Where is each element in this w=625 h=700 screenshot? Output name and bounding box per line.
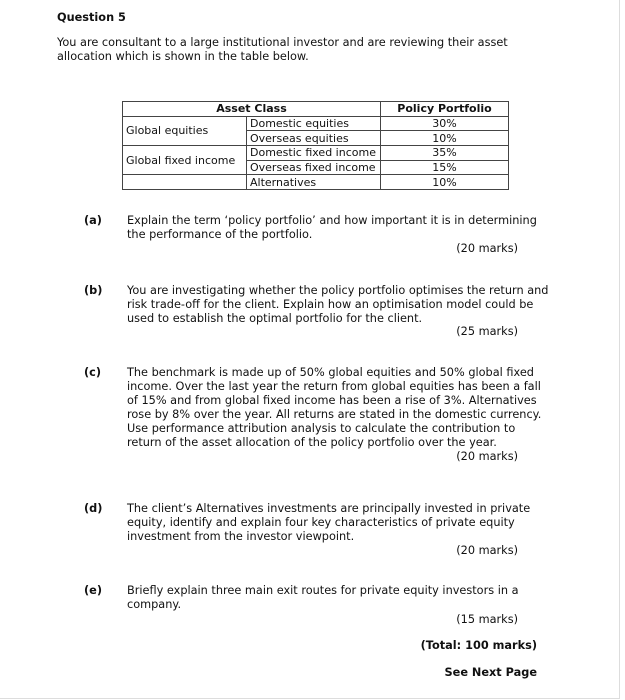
table-row bbox=[123, 175, 509, 190]
question-e-text bbox=[127, 584, 519, 612]
question-line: You are investigating whether the policy portfolio optimises the return and bbox=[127, 284, 549, 297]
asset-cell: Domestic equities bbox=[247, 116, 381, 131]
weight-cell: 35% bbox=[381, 146, 509, 161]
weight-cell: 30% bbox=[381, 116, 509, 131]
weight-cell: 15% bbox=[381, 160, 509, 175]
asset-cell: Alternatives bbox=[247, 175, 381, 190]
question-line: rose by 8% over the year. All returns are stated in the domestic currency. bbox=[127, 408, 542, 421]
question-e-marks: (15 marks) bbox=[456, 613, 518, 626]
asset-cell: Overseas fixed income bbox=[247, 160, 381, 175]
header-policy-portfolio: Policy Portfolio bbox=[381, 102, 509, 117]
question-e-label: (e) bbox=[84, 584, 102, 597]
question-line: Use performance attribution analysis to calculate the contribution to bbox=[127, 422, 516, 435]
question-d-marks: (20 marks) bbox=[456, 544, 518, 557]
question-b-marks: (25 marks) bbox=[456, 325, 518, 338]
question-c-label: (c) bbox=[84, 366, 102, 379]
asset-cell: Overseas equities bbox=[247, 131, 381, 146]
intro-line: allocation which is shown in the table below. bbox=[57, 50, 309, 63]
empty-cell bbox=[123, 175, 247, 190]
question-line: of 15% and from global fixed income has been a rise of 3%. Alternatives bbox=[127, 394, 537, 407]
question-title: Question 5 bbox=[57, 11, 126, 24]
question-a-label: (a) bbox=[84, 214, 102, 227]
question-line: The client’s Alternatives investments are principally invested in private bbox=[127, 502, 531, 515]
asset-cell: Domestic fixed income bbox=[247, 146, 381, 161]
weight-cell: 10% bbox=[381, 131, 509, 146]
intro-text bbox=[57, 36, 508, 64]
question-line: company. bbox=[127, 598, 182, 611]
question-line: investment from the investor viewpoint. bbox=[127, 530, 355, 543]
header-asset-class: Asset Class bbox=[123, 102, 381, 117]
question-b-text bbox=[127, 284, 548, 326]
weight-cell: 10% bbox=[381, 175, 509, 190]
question-b-label: (b) bbox=[84, 284, 103, 297]
question-d-text bbox=[127, 502, 530, 544]
question-line: return of the asset allocation of the policy portfolio over the year. bbox=[127, 436, 497, 449]
question-line: equity, identify and explain four key characteristics of private equity bbox=[127, 516, 515, 529]
question-c-text bbox=[127, 366, 541, 450]
table-row bbox=[123, 116, 509, 131]
question-line: The benchmark is made up of 50% global equities and 50% global fixed bbox=[127, 366, 534, 379]
table-header-row bbox=[123, 102, 509, 117]
question-a-marks: (20 marks) bbox=[456, 242, 518, 255]
group-cell: Global equities bbox=[123, 116, 247, 145]
see-next-page: See Next Page bbox=[444, 666, 537, 679]
question-line: used to establish the optimal portfolio for the client. bbox=[127, 312, 423, 325]
question-line: risk trade-off for the client. Explain how an optimisation model could be bbox=[127, 298, 534, 311]
total-marks: (Total: 100 marks) bbox=[420, 639, 537, 652]
question-d-label: (d) bbox=[84, 502, 103, 515]
question-line: Explain the term ‘policy portfolio’ and how important it is in determining bbox=[127, 214, 537, 227]
question-line: the performance of the portfolio. bbox=[127, 228, 313, 241]
group-cell: Global fixed income bbox=[123, 146, 247, 175]
asset-allocation-table bbox=[122, 101, 509, 190]
question-line: Briefly explain three main exit routes for private equity investors in a bbox=[127, 584, 519, 597]
table-row bbox=[123, 146, 509, 161]
intro-line: You are consultant to a large institutional investor and are reviewing their asset bbox=[57, 36, 508, 49]
question-a-text bbox=[127, 214, 537, 242]
question-line: income. Over the last year the return from global equities has been a fall bbox=[127, 380, 541, 393]
question-c-marks: (20 marks) bbox=[456, 450, 518, 463]
